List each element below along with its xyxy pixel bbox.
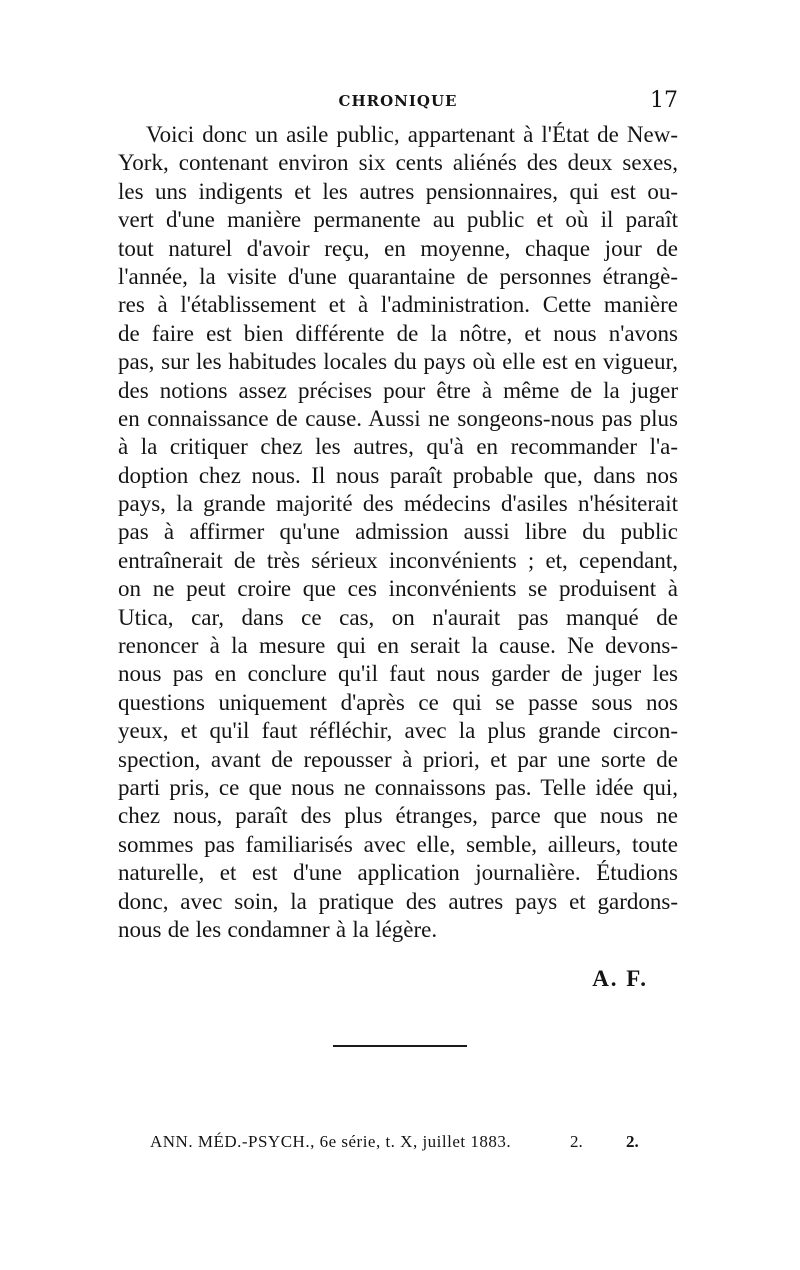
text-line: chez nous, paraît des plus étranges, parce que nous ne [118, 803, 678, 829]
text-line: pays, la grande majorité des médecins d'asiles n'hésiterait [118, 491, 678, 517]
text-line: donc, avec soin, la pratique des autres pays et gardons- [118, 888, 678, 914]
text-line: Voici donc un asile public, appartenant à l'État de New- [146, 122, 678, 147]
text-line: l'année, la visite d'une quarantaine de personnes étrangè- [118, 263, 678, 289]
text-line: sommes pas familiarisés avec elle, semble, ailleurs, toute [118, 831, 678, 857]
text-line: spection, avant de repousser à priori, et par une sorte de [118, 746, 678, 772]
text-line: parti pris, ce que nous ne connaissons pas. Telle idée qui, [118, 774, 678, 800]
text-line: nous de les condamner à la légère. [118, 916, 438, 942]
text-line: entraînerait de très sérieux inconvénients ; et, cependant, [118, 547, 678, 573]
signature-mark: 2. [570, 1132, 583, 1151]
running-title: CHRONIQUE [338, 92, 458, 110]
journal-citation: ANN. MÉD.-PSYCH., 6e série, t. X, juillet 1883. [150, 1132, 512, 1151]
text-line: tout naturel d'avoir reçu, en moyenne, chaque jour de [118, 235, 678, 261]
signature-mark-bold: 2. [626, 1132, 639, 1151]
text-line: Utica, car, dans ce cas, on n'aurait pas manqué de [118, 604, 678, 630]
text-line: de faire est bien différente de la nôtre, et nous n'avons [118, 320, 678, 346]
page-footer [150, 1132, 670, 1156]
body-paragraph [118, 121, 678, 944]
running-head [118, 88, 678, 116]
section-rule [333, 1045, 467, 1047]
text-line: les uns indigents et les autres pensionnaires, qui est ou- [118, 178, 678, 204]
text-line: yeux, et qu'il faut réfléchir, avec la plus grande circon- [118, 718, 678, 744]
text-line: naturelle, et est d'une application journalière. Étudions [118, 860, 678, 886]
text-line: pas à affirmer qu'une admission aussi libre du public [118, 519, 678, 545]
text-line: on ne peut croire que ces inconvénients se produisent à [118, 576, 678, 602]
text-line: renoncer à la mesure qui en serait la cause. Ne devons- [118, 633, 678, 659]
text-line: nous pas en conclure qu'il faut nous garder de juger les [118, 661, 678, 687]
text-line: res à l'établissement et à l'administration. Cette manière [118, 292, 678, 318]
text-line: à la critiquer chez les autres, qu'à en recommander l'a- [118, 434, 678, 460]
text-line: questions uniquement d'après ce qui se passe sous nos [118, 689, 678, 715]
page-number: 17 [650, 88, 678, 113]
text-line: pas, sur les habitudes locales du pays où elle est en vigueur, [118, 349, 678, 375]
text-line: en connaissance de cause. Aussi ne songeons-nous pas plus [118, 405, 678, 431]
text-line: York, contenant environ six cents aliénés des deux sexes, [118, 150, 678, 176]
author-signature: A. F. [592, 966, 648, 991]
text-line: doption chez nous. Il nous paraît probable que, dans nos [118, 462, 678, 488]
text-line: vert d'une manière permanente au public et où il paraît [118, 207, 678, 233]
text-line: des notions assez précises pour être à même de la juger [118, 377, 678, 403]
